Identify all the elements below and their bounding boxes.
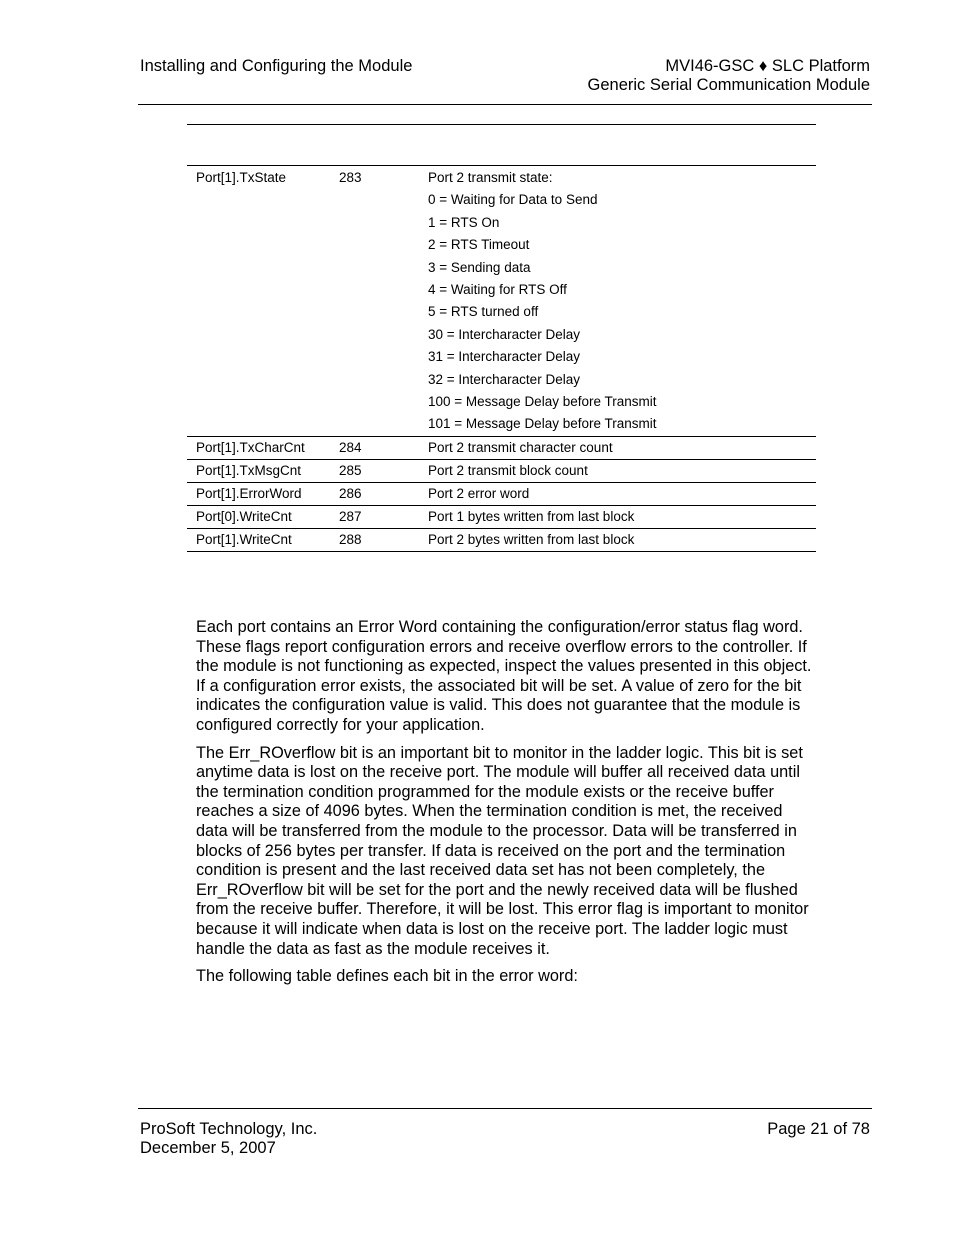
register-table <box>187 165 816 552</box>
register-offset: 287 <box>339 505 428 528</box>
description-line: 1 = RTS On <box>428 214 500 230</box>
table-row <box>187 528 816 551</box>
register-offset: 285 <box>339 459 428 482</box>
description-line: 101 = Message Delay before Transmit <box>428 416 657 432</box>
description-line: 3 = Sending data <box>428 259 531 275</box>
paragraph-table-intro: The following table defines each bit in the error word: <box>196 967 578 986</box>
register-offset: 286 <box>339 482 428 505</box>
paragraph-error-word: Each port contains an Error Word containing the configuration/error status flag word. These flags report configuration errors and receive overflow errors to the controller. If the module is not functioning as expected, inspect the values presented in this object. If a configuration error exists, the associated bit will be set. A value of zero for the bit indicates the configuration value is valid. This does not guarantee that the module is configured correctly for your application. <box>196 618 812 734</box>
description-line: 0 = Waiting for Data to Send <box>428 192 598 208</box>
footer-company: ProSoft Technology, Inc. <box>140 1120 318 1138</box>
register-description: Port 2 transmit block count <box>428 459 816 482</box>
description-line: 5 = RTS turned off <box>428 304 539 320</box>
register-offset: 288 <box>339 528 428 551</box>
header-divider <box>138 104 872 105</box>
table-row <box>187 505 816 528</box>
register-offset: 283 <box>339 166 428 437</box>
register-description: Port 2 transmit character count <box>428 436 816 459</box>
description-line: 100 = Message Delay before Transmit <box>428 393 657 409</box>
table-top-rule <box>187 124 816 125</box>
register-description: Port 2 bytes written from last block <box>428 528 816 551</box>
description-line: 30 = Intercharacter Delay <box>428 326 580 342</box>
register-description: Port 2 error word <box>428 482 816 505</box>
table-row <box>187 459 816 482</box>
table-row <box>187 482 816 505</box>
description-line: 31 = Intercharacter Delay <box>428 349 580 365</box>
header-product-line2: Generic Serial Communication Module <box>587 76 870 94</box>
description-line: 4 = Waiting for RTS Off <box>428 281 567 297</box>
header-product-line1: MVI46-GSC ♦ SLC Platform <box>665 57 870 75</box>
description-line: Port 2 transmit state: <box>428 170 553 185</box>
register-name: Port[1].WriteCnt <box>187 528 339 551</box>
register-description: Port 1 bytes written from last block <box>428 505 816 528</box>
body-text <box>196 618 816 995</box>
register-description <box>428 166 816 437</box>
footer-left <box>140 1120 317 1158</box>
description-line: 2 = RTS Timeout <box>428 237 530 253</box>
paragraph-err-roverflow: The Err_ROverflow bit is an important bit to monitor in the ladder logic. This bit is set anytime data is lost on the receive port. The module will buffer all received data until the termination condition programmed for the module exists or the receive buffer reaches a size of 4096 bytes. When the termination condition is met, the received data will be transferred from the module to the processor. Data will be transferred in blocks of 256 bytes per transfer. If data is received on the port and the termination condition is present and the last received data set has not been completely, the Err_ROverflow bit will be set for the port and the newly received data will be flushed from the receive buffer. Therefore, it will be lost. This error flag is important to monitor because it will indicate when data is lost on the receive port. The ladder logic must handle the data as fast as the module receives it. <box>196 743 809 958</box>
register-name: Port[1].TxCharCnt <box>187 436 339 459</box>
register-name: Port[0].WriteCnt <box>187 505 339 528</box>
footer-page-number: Page 21 of 78 <box>767 1120 870 1138</box>
register-name: Port[1].TxMsgCnt <box>187 459 339 482</box>
register-name: Port[1].TxState <box>187 166 339 437</box>
footer-date: December 5, 2007 <box>140 1139 276 1157</box>
footer-divider <box>138 1108 872 1109</box>
register-offset: 284 <box>339 436 428 459</box>
table-row <box>187 166 816 437</box>
header-product <box>588 57 870 95</box>
header-section-title: Installing and Configuring the Module <box>140 57 413 75</box>
description-line: 32 = Intercharacter Delay <box>428 371 580 387</box>
table-row <box>187 436 816 459</box>
register-name: Port[1].ErrorWord <box>187 482 339 505</box>
